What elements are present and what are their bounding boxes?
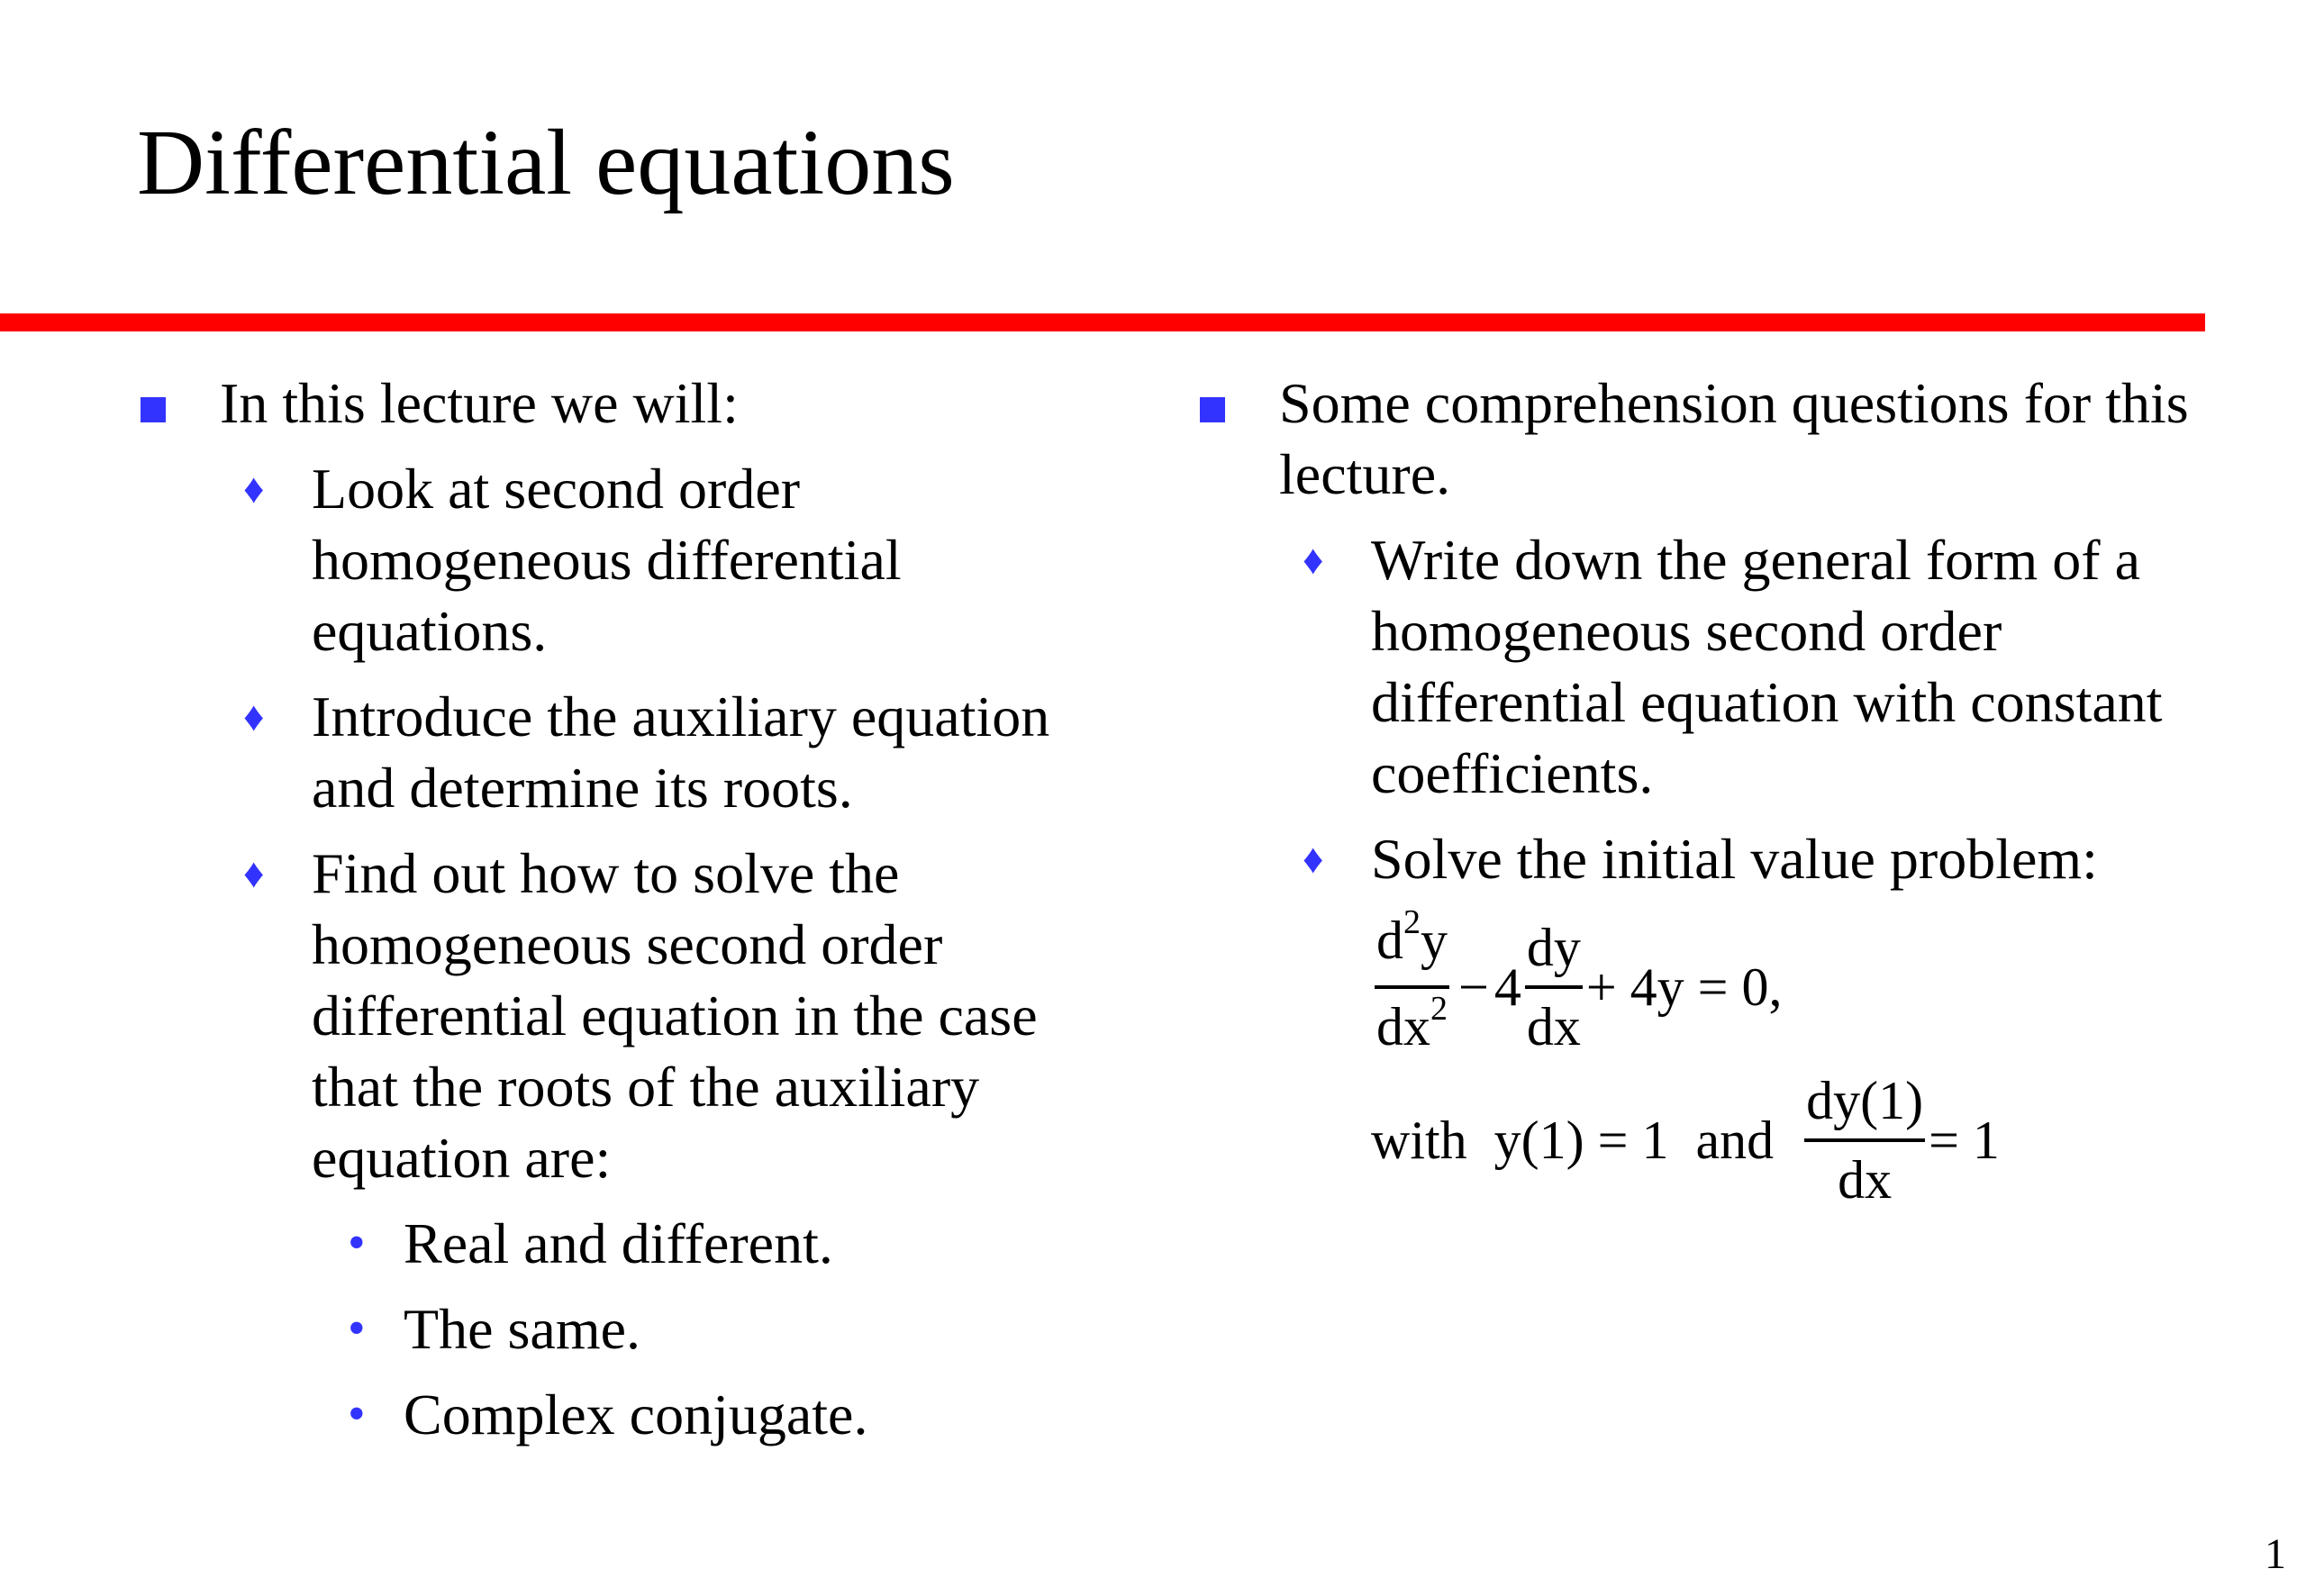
left-column bbox=[135, 367, 1108, 1450]
list-item bbox=[135, 1208, 1108, 1279]
diamond-bullet-icon: ♦ bbox=[243, 850, 265, 896]
list-item-text: The same. bbox=[404, 1297, 640, 1361]
dot-bullet-icon: • bbox=[348, 1386, 366, 1442]
list-item bbox=[1194, 823, 2257, 894]
initial-condition-y: y(1) = 1 bbox=[1493, 1110, 1669, 1170]
list-item bbox=[135, 1379, 1108, 1450]
first-derivative-fraction: $\frac{dy}{dx}$ bbox=[1526, 918, 1581, 1056]
title-divider bbox=[0, 313, 2205, 331]
dot-bullet-icon: • bbox=[348, 1301, 366, 1356]
list-item-text: Solve the initial value problem: bbox=[1371, 827, 2098, 891]
minus-sign: − bbox=[1458, 957, 1489, 1017]
square-bullet-icon bbox=[1200, 367, 1227, 439]
dot-bullet-icon: • bbox=[348, 1215, 366, 1271]
list-item bbox=[1194, 524, 2257, 809]
list-item bbox=[135, 1293, 1108, 1365]
diamond-bullet-icon: ♦ bbox=[1303, 537, 1324, 583]
list-item-text: Look at second order homogeneous differential equations. bbox=[312, 457, 902, 663]
and-label: and bbox=[1695, 1110, 1775, 1170]
initial-conditions-line bbox=[1371, 1064, 2257, 1217]
list-item bbox=[135, 367, 1108, 439]
equation-rest: + 4y = 0, bbox=[1585, 957, 1783, 1017]
list-item bbox=[135, 838, 1108, 1193]
list-item bbox=[135, 453, 1108, 667]
slide-title: Differential equations bbox=[137, 111, 955, 214]
list-item-text: Find out how to solve the homogeneous second order differential equation in the case that the roots of the auxiliary equation are: bbox=[312, 841, 1038, 1190]
second-derivative-fraction: $\frac{d^2y}{dx^2}$ bbox=[1376, 903, 1448, 1056]
condition-rhs: = 1 bbox=[1929, 1110, 2000, 1170]
list-item bbox=[1194, 367, 2257, 510]
diamond-bullet-icon: ♦ bbox=[243, 694, 265, 739]
with-label: with bbox=[1371, 1110, 1467, 1170]
page-number: 1 bbox=[2265, 1530, 2286, 1578]
square-bullet-icon bbox=[141, 367, 168, 439]
ode-equation bbox=[1371, 903, 2257, 1217]
list-item-text: Some comprehension questions for this lecture. bbox=[1279, 371, 2189, 506]
list-item-text: Complex conjugate. bbox=[404, 1383, 868, 1446]
initial-derivative-fraction: $\frac{dy(1)}{dx}$ bbox=[1806, 1071, 1924, 1210]
equation-line bbox=[1371, 903, 2257, 1064]
diamond-bullet-icon: ♦ bbox=[243, 466, 265, 512]
list-item-text: Real and different. bbox=[404, 1211, 833, 1275]
list-item bbox=[135, 681, 1108, 823]
diamond-bullet-icon: ♦ bbox=[1303, 836, 1324, 882]
coefficient: 4 bbox=[1493, 957, 1521, 1017]
list-item-text: Introduce the auxiliary equation and determine its roots. bbox=[312, 685, 1050, 820]
right-column bbox=[1194, 367, 2257, 1217]
list-item-text: In this lecture we will: bbox=[220, 371, 739, 435]
list-item-text: Write down the general form of a homogeneous second order differential equation with constant coefficients. bbox=[1371, 528, 2163, 805]
